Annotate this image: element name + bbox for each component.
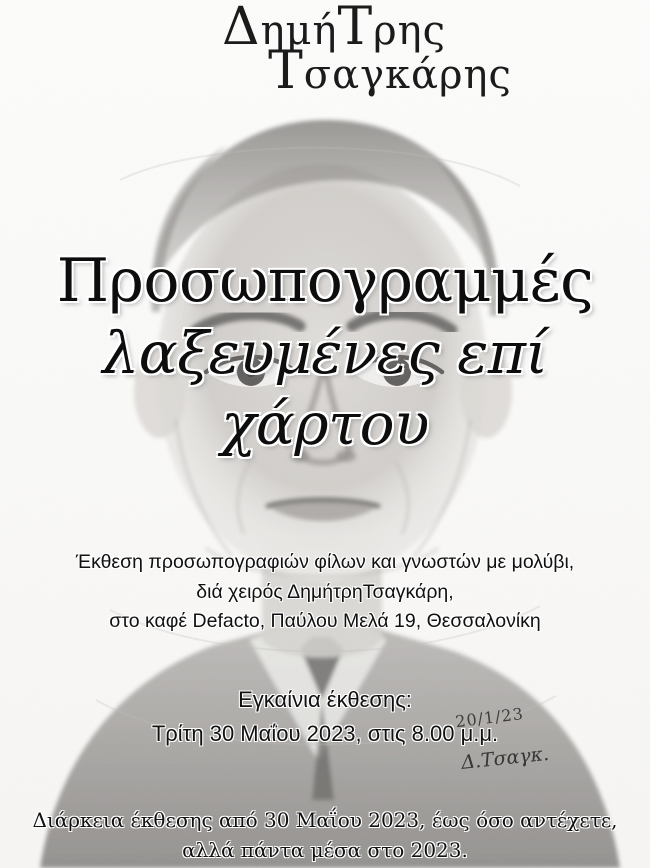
artist-name-line1 [0, 0, 650, 57]
artist-name-line1-initial2: Τ [337, 0, 374, 57]
poster-title [0, 245, 650, 460]
artist-name-line1-initial: Δ [221, 0, 261, 57]
poster-title-line1: Προσωπογραμμές [56, 246, 594, 316]
description-line-2: διά χειρός ΔημήτρηΤσαγκάρη, [196, 580, 454, 603]
artist-surname-rest: σαγκάρης [303, 52, 512, 98]
artist-signature [455, 705, 575, 790]
signature-date: 20/1/23 [454, 704, 525, 732]
duration-line-1: Διάρκεια έκθεσης από 30 Μαΐου 2023, έως όσο αντέχετε, [32, 808, 618, 832]
artist-surname-initial: Τ [268, 41, 304, 101]
artist-name-line2 [0, 41, 650, 101]
signature-name: Δ.Τσαγκ. [460, 742, 551, 774]
poster-title-line2: λαξευμένες επί χάρτου [102, 319, 548, 458]
opening-label: Εγκαίνια έκθεσης: [238, 687, 412, 712]
description-line-3: στο καφέ Defacto, Παύλου Μελά 19, Θεσσαλονίκη [109, 610, 541, 633]
exhibition-duration [0, 805, 650, 865]
artist-name-line1-mid: ημή [260, 8, 338, 54]
description-line-1: Έκθεση προσωπογραφιών φίλων και γνωστών με μολύβι, [75, 551, 575, 573]
artist-name-line1-tail: ρης [373, 8, 447, 54]
duration-line-2: αλλά πάντα μέσα στο 2023. [182, 838, 468, 862]
opening-datetime: Τρίτη 30 Μαΐου 2023, στις 8.00 μ.μ. [151, 721, 499, 747]
exhibition-description [0, 548, 650, 637]
artist-name [0, 0, 650, 101]
